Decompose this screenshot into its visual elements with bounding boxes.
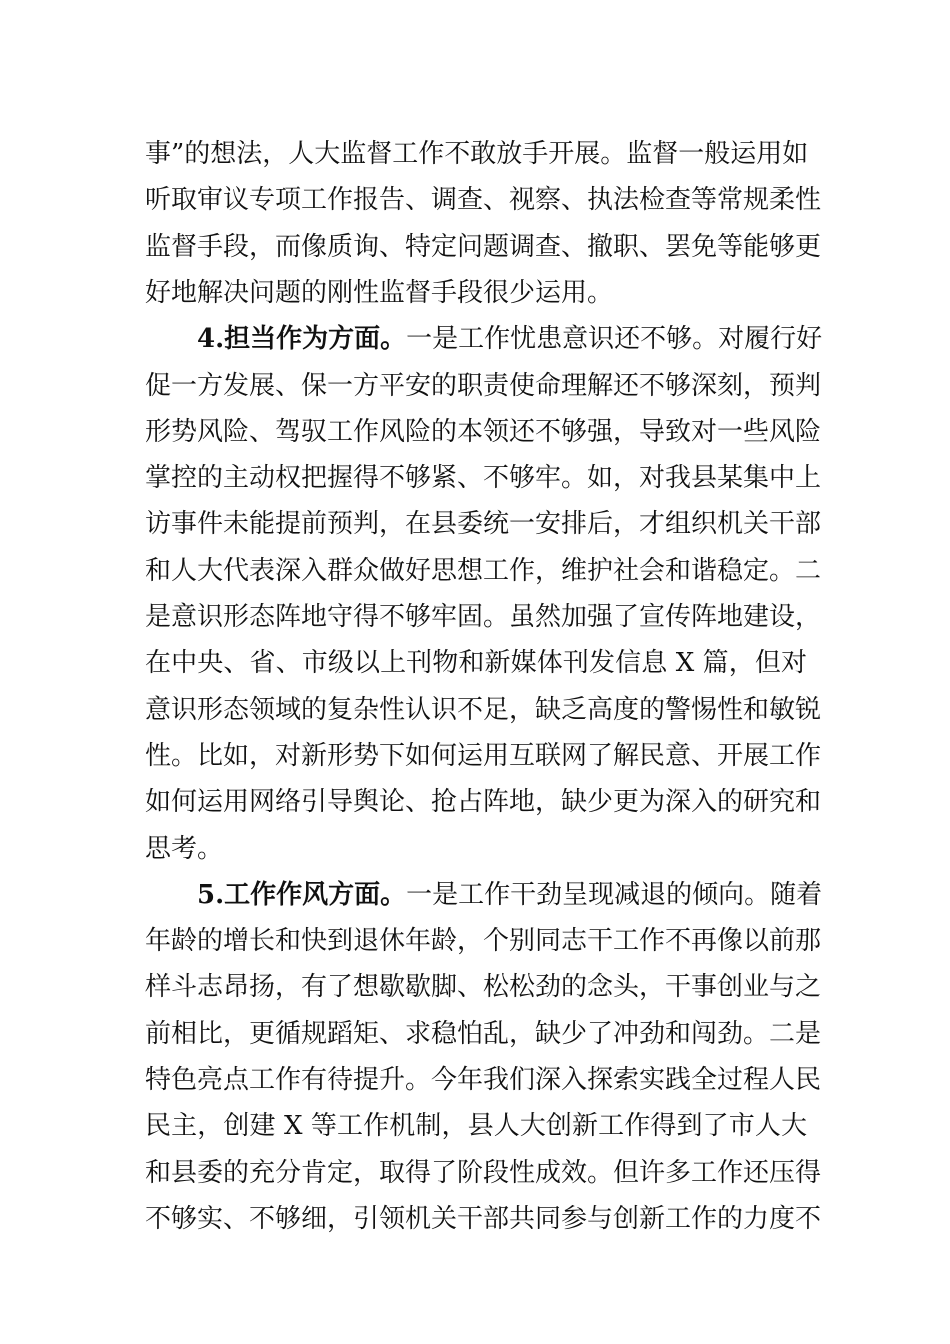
text-line [145, 829, 807, 869]
text-line [145, 273, 807, 313]
text-line [145, 504, 822, 544]
text-line [145, 597, 822, 637]
section-heading: 5.工作作风方面。 [197, 879, 407, 910]
body-text: 民主，创建 X 等工作机制，县人大创新工作得到了市人大 [145, 1111, 807, 1142]
body-text: 听取审议专项工作报告、调查、视察、执法检查等常规柔性 [145, 185, 822, 216]
body-text: 掌控的主动权把握得不够紧、不够牢。如，对我县某集中上 [145, 463, 822, 494]
document-page [145, 0, 823, 1344]
body-text: 监督手段，而像质询、特定问题调查、撤职、罢免等能够更 [145, 231, 822, 262]
text-line [145, 1199, 822, 1239]
text-line [145, 1153, 822, 1193]
text-line [145, 551, 822, 591]
body-text: 一是工作干劲呈现减退的倾向。随着 [406, 879, 823, 910]
text-line [145, 921, 822, 961]
text-line [145, 366, 822, 406]
body-text: 意识形态领域的复杂性认识不足，缺乏高度的警惕性和敏锐 [145, 694, 822, 725]
body-text: 思考。 [145, 833, 224, 864]
text-line [145, 1060, 822, 1100]
body-text: 性。比如，对新形势下如何运用互联网了解民意、开展工作 [145, 740, 822, 771]
body-text: 促一方发展、保一方平安的职责使命理解还不够深刻，预判 [145, 370, 822, 401]
text-line [145, 180, 822, 220]
body-text: 形势风险、驾驭工作风险的本领还不够强，导致对一些风险 [145, 416, 822, 447]
text-line [145, 1014, 822, 1054]
body-text: 年龄的增长和快到退休年龄，个别同志干工作不再像以前那 [145, 926, 822, 957]
text-line [145, 967, 822, 1007]
text-line [145, 227, 822, 267]
body-text: 事”的想法，人大监督工作不敢放手开展。监督一般运用如 [145, 139, 809, 169]
text-line [145, 690, 822, 730]
body-text: 前相比，更循规蹈矩、求稳怕乱，缺少了冲劲和闯劲。二是 [145, 1018, 822, 1049]
body-text: 特色亮点工作有待提升。今年我们深入探索实践全过程人民 [145, 1065, 822, 1095]
text-line [145, 1106, 807, 1146]
body-text: 是意识形态阵地守得不够牢固。虽然加强了宣传阵地建设， [145, 602, 822, 632]
body-text: 好地解决问题的刚性监督手段很少运用。 [145, 277, 614, 308]
text-line [197, 319, 823, 359]
text-line [145, 736, 822, 776]
body-text: 和人大代表深入群众做好思想工作，维护社会和谐稳定。二 [145, 555, 822, 586]
body-text: 访事件未能提前预判，在县委统一安排后，才组织机关干部 [145, 509, 822, 540]
body-text: 一是工作忧患意识还不够。对履行好 [406, 324, 823, 355]
body-text: 和县委的充分肯定，取得了阶段性成效。但许多工作还压得 [145, 1157, 822, 1188]
body-text: 如何运用网络引导舆论、抢占阵地，缺少更为深入的研究和 [145, 787, 822, 818]
section-heading: 4.担当作为方面。 [197, 324, 407, 355]
text-line [145, 782, 822, 822]
text-line [145, 458, 822, 498]
body-text: 在中央、省、市级以上刊物和新媒体刊发信息 X 篇，但对 [145, 648, 807, 679]
text-line [145, 412, 822, 452]
text-line [145, 134, 807, 174]
text-line [145, 643, 807, 683]
body-text: 不够实、不够细，引领机关干部共同参与创新工作的力度不 [145, 1203, 822, 1234]
text-line [197, 875, 823, 915]
body-text: 样斗志昂扬，有了想歇歇脚、松松劲的念头，干事创业与之 [145, 972, 822, 1003]
